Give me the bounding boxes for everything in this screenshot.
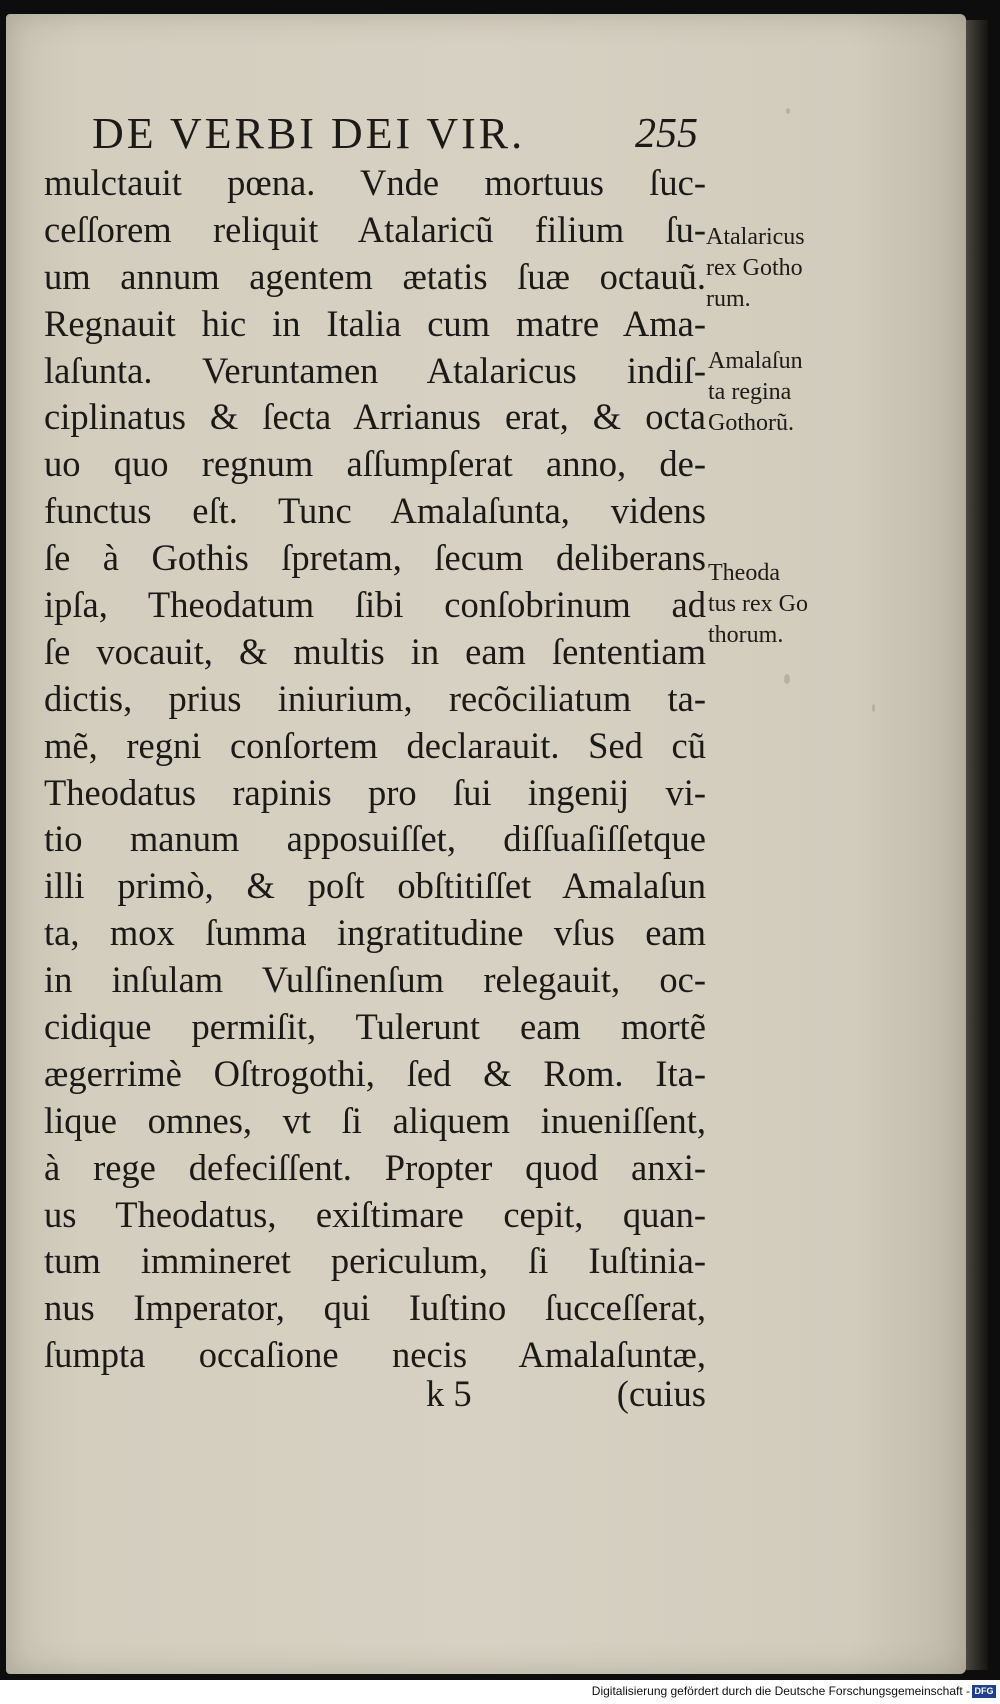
text-line: illi primò, & poſt obſtitiſſet Amalaſun [44, 865, 706, 907]
signature-mark: k 5 [426, 1373, 472, 1414]
marginal-note-atalaricus [706, 222, 805, 315]
digitization-footer [0, 1680, 1000, 1704]
marginal-line: Gothorũ. [708, 410, 794, 436]
marginal-line: rum. [706, 286, 751, 312]
marginal-line: Amalaſun [708, 348, 803, 374]
marginal-line: thorum. [708, 622, 784, 648]
paper-speck [786, 108, 790, 114]
running-head-title: DE VERBI DEI VIR. [92, 109, 526, 158]
text-line: mẽ, regni conſortem declarauit. Sed cũ [44, 724, 706, 766]
marginal-note-theodatus [708, 558, 808, 651]
text-line: nus Imperator, qui Iuſtino ſucceſſerat, [44, 1287, 706, 1329]
marginal-line: ta regina [708, 379, 792, 405]
text-line: lique omnes, vt ſi aliquem inueniſſent, [44, 1099, 706, 1141]
text-line: à rege defeciſſent. Propter quod anxi- [44, 1146, 706, 1188]
text-line: um annum agentem ætatis ſuæ octauũ. [44, 255, 706, 297]
marginal-line: Atalaricus [706, 224, 805, 250]
paper-speck [784, 674, 790, 684]
text-line: ægerrimè Oſtrogothi, ſed & Rom. Ita- [44, 1052, 706, 1094]
page-edge [966, 20, 988, 1670]
text-line: ipſa, Theodatum ſibi conſobrinum ad [44, 584, 706, 626]
text-line: Regnauit hic in Italia cum matre Ama- [44, 302, 706, 344]
text-line: ſumpta occaſione necis Amalaſuntæ, [44, 1334, 706, 1376]
text-line: dictis, prius iniurium, recõciliatum ta- [44, 677, 706, 719]
footer-credit: Digitalisierung gefördert durch die Deutsche Forschungsgemeinschaft - [591, 1684, 970, 1698]
text-line: cidique permiſit, Tulerunt eam mortẽ [44, 1006, 706, 1048]
text-line: ceſſorem reliquit Atalaricũ filium ſu- [44, 208, 706, 250]
text-line: mulctauit pœna. Vnde mortuus ſuc- [44, 162, 706, 203]
text-line: ſe vocauit, & multis in eam ſententiam [44, 630, 706, 672]
text-line: functus eſt. Tunc Amalaſunta, videns [44, 490, 706, 532]
text-line: ciplinatus & ſecta Arrianus erat, & octa [44, 396, 706, 438]
text-line: tio manum apposuiſſet, diſſuaſiſſetque [44, 818, 706, 860]
text-line: tum immineret periculum, ſi Iuſtinia- [44, 1240, 706, 1282]
text-line: ta, mox ſumma ingratitudine vſus eam [44, 912, 706, 954]
dfg-logo: DFG [972, 1685, 996, 1698]
running-head [92, 108, 712, 164]
marginal-note-amalasunta [708, 346, 803, 439]
catchline [44, 1372, 706, 1422]
text-line: in inſulam Vulſinenſum relegauit, oc- [44, 959, 706, 1001]
text-line: us Theodatus, exiſtimare cepit, quan- [44, 1193, 706, 1235]
page-number: 255 [635, 111, 698, 157]
text-line: uo quo regnum aſſumpſerat anno, de- [44, 443, 706, 485]
paper-speck [872, 704, 875, 712]
marginal-line: rex Gotho [706, 255, 803, 281]
text-line: Theodatus rapinis pro ſui ingenij vi- [44, 771, 706, 813]
marginal-line: tus rex Go [708, 591, 808, 617]
catchword: (cuius [616, 1373, 706, 1414]
text-line: laſunta. Veruntamen Atalaricus indiſ- [44, 349, 706, 391]
marginal-line: Theoda [708, 560, 780, 586]
text-line: ſe à Gothis ſpretam, ſecum deliberans [44, 537, 706, 579]
body-text [44, 160, 706, 1379]
